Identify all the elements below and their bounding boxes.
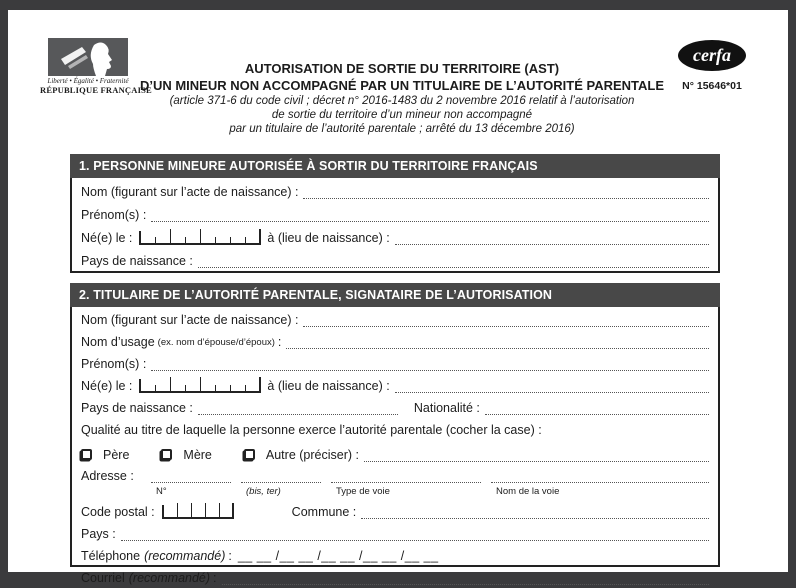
commune-input-line[interactable]	[361, 507, 709, 519]
checkbox-item-pere	[81, 448, 129, 462]
field-row-telephone	[81, 544, 709, 566]
pays-naissance-titulaire-input-line[interactable]	[198, 403, 398, 415]
form-subtitle-line3: par un titulaire de l’autorité parentale ; arrêté du 13 décembre 2016)	[229, 123, 575, 135]
pays-label: Pays :	[81, 527, 116, 541]
section2-body	[70, 307, 720, 585]
form-page	[8, 10, 788, 585]
republique-francaise-logo	[40, 38, 152, 95]
nom-titulaire-label: Nom (figurant sur l’acte de naissance) :	[81, 313, 299, 327]
nom-usage-label: Nom d’usage	[81, 335, 155, 349]
adresse-sub-nom-voie: Nom de la voie	[496, 486, 560, 497]
nom-usage-input-line[interactable]	[286, 337, 709, 349]
adresse-sub-bis-ter: (bis, ter)	[246, 486, 281, 497]
adresse-sublabels-row	[81, 486, 709, 499]
autre-preciser-input-line[interactable]	[364, 450, 709, 462]
logo-motto: Liberté • Égalité • Fraternité	[47, 77, 129, 85]
field-row-pays-nationalite	[81, 396, 709, 418]
nom-usage-colon: :	[277, 335, 282, 349]
form-title-line1: AUTORISATION DE SORTIE DU TERRITOIRE (AST)	[244, 61, 560, 76]
commune-label: Commune :	[291, 505, 357, 519]
lieu-naissance-mineur-input-line[interactable]	[395, 233, 709, 245]
form-subtitle-line1: (article 371-6 du code civil ; décret n° 2016-1483 du 2 novembre 2016 relatif à l’autorisation	[169, 95, 635, 107]
field-row-courriel	[81, 566, 709, 588]
field-row-qualite-checkboxes	[81, 440, 709, 466]
section-titulaire	[70, 283, 720, 585]
telephone-input-pattern[interactable]: __ __ /__ __ /__ __ /__ __ /__ __	[237, 549, 439, 563]
pere-label: Père	[103, 448, 130, 462]
nom-usage-hint: (ex. nom d’épouse/d’époux)	[157, 337, 275, 348]
lieu-naissance-titulaire-label: à (lieu de naissance) :	[267, 379, 390, 393]
field-row-pays-naissance-mineur	[81, 248, 709, 271]
ne-le-titulaire-label: Né(e) le :	[81, 379, 133, 393]
date-naissance-mineur-input[interactable]	[139, 231, 261, 245]
prenoms-titulaire-label: Prénom(s) :	[81, 357, 147, 371]
section1-body	[70, 178, 720, 273]
adresse-nom-voie-input-line[interactable]	[491, 471, 709, 483]
adresse-numero-input-line[interactable]	[151, 471, 231, 483]
marianne-icon	[48, 38, 128, 76]
cerfa-number: N° 15646*01	[682, 80, 742, 92]
form-subtitle-line2: de sortie du territoire d’un mineur non accompagné	[271, 109, 533, 121]
courriel-label: Courriel	[81, 571, 125, 585]
courriel-input-line[interactable]	[222, 573, 709, 585]
telephone-colon: :	[228, 549, 232, 563]
adresse-bis-ter-input-line[interactable]	[241, 471, 321, 483]
nationalite-input-line[interactable]	[485, 403, 709, 415]
logo-republic-text: RÉPUBLIQUE FRANÇAISE	[40, 85, 152, 95]
field-row-nom-mineur	[81, 179, 709, 202]
cerfa-logo-text: cerfa	[693, 44, 731, 65]
nom-mineur-label: Nom (figurant sur l’acte de naissance) :	[81, 185, 299, 199]
adresse-sub-numero: N°	[156, 486, 167, 497]
field-row-pays	[81, 522, 709, 544]
section1-header: 1. PERSONNE MINEURE AUTORISÉE À SORTIR DU TERRITOIRE FRANÇAIS	[70, 154, 720, 178]
courriel-colon: :	[213, 571, 217, 585]
code-postal-input[interactable]	[162, 505, 234, 519]
field-row-nom-usage	[81, 330, 709, 352]
date-naissance-titulaire-input[interactable]	[139, 379, 261, 393]
pays-naissance-titulaire-label: Pays de naissance :	[81, 401, 193, 415]
field-row-adresse	[81, 466, 709, 486]
lieu-naissance-mineur-label: à (lieu de naissance) :	[267, 231, 390, 245]
telephone-hint: (recommandé)	[144, 549, 226, 563]
adresse-type-voie-input-line[interactable]	[331, 471, 481, 483]
telephone-label: Téléphone	[81, 549, 141, 563]
pays-input-line[interactable]	[121, 529, 709, 541]
code-postal-label: Code postal :	[81, 505, 155, 519]
form-title-block	[126, 60, 678, 136]
adresse-sub-type-voie: Type de voie	[336, 486, 390, 497]
lieu-naissance-titulaire-input-line[interactable]	[395, 381, 709, 393]
prenoms-mineur-label: Prénom(s) :	[81, 208, 147, 222]
nationalite-label: Nationalité :	[413, 401, 480, 415]
autre-checkbox[interactable]	[244, 449, 255, 460]
field-row-nom-titulaire	[81, 308, 709, 330]
field-row-naissance-mineur	[81, 225, 709, 248]
pays-naissance-mineur-input-line[interactable]	[198, 256, 709, 268]
qualite-label: Qualité au titre de laquelle la personne exerce l’autorité parentale (cocher la case) :	[81, 423, 542, 437]
pays-naissance-mineur-label: Pays de naissance :	[81, 254, 193, 268]
prenoms-titulaire-input-line[interactable]	[151, 359, 709, 371]
field-row-naissance-titulaire	[81, 374, 709, 396]
section2-header: 2. TITULAIRE DE L’AUTORITÉ PARENTALE, SIGNATAIRE DE L’AUTORISATION	[70, 283, 720, 307]
adresse-label: Adresse :	[81, 469, 134, 483]
cerfa-block	[670, 40, 754, 92]
mere-label: Mère	[183, 448, 212, 462]
mere-checkbox[interactable]	[161, 449, 172, 460]
cerfa-logo	[678, 40, 746, 71]
nom-mineur-input-line[interactable]	[303, 187, 709, 199]
nom-titulaire-input-line[interactable]	[303, 315, 709, 327]
ne-le-mineur-label: Né(e) le :	[81, 231, 133, 245]
field-row-qualite	[81, 418, 709, 440]
field-row-code-postal-commune	[81, 499, 709, 522]
courriel-hint: (recommandé)	[128, 571, 211, 585]
field-row-prenoms-mineur	[81, 202, 709, 225]
checkbox-item-mere	[161, 448, 211, 462]
field-row-prenoms-titulaire	[81, 352, 709, 374]
autre-label: Autre (préciser) :	[265, 448, 359, 462]
form-title-line2: D’UN MINEUR NON ACCOMPAGNÉ PAR UN TITULAIRE DE L’AUTORITÉ PARENTALE	[139, 78, 665, 93]
section-minor	[70, 154, 720, 273]
prenoms-mineur-input-line[interactable]	[151, 210, 709, 222]
pere-checkbox[interactable]	[81, 449, 92, 460]
checkbox-item-autre	[244, 448, 359, 462]
